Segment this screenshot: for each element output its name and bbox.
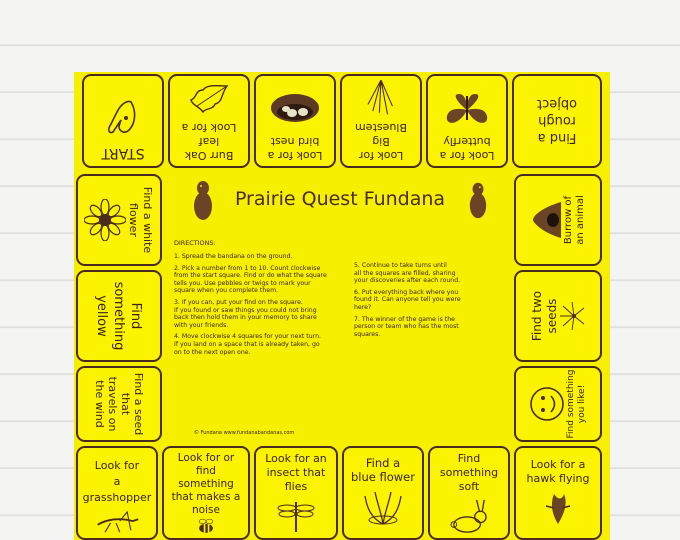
square-noise[interactable] [162, 446, 250, 540]
square-sublabel: Look for a [181, 121, 237, 134]
direction-step: 3. If you can, put your find on the square. If you found or saw things you could not bring back then hold them in your memory to share with your friends. [174, 298, 317, 329]
square-label: Burrow of an animal [563, 195, 586, 245]
seed-icon [560, 296, 586, 336]
square-label: Find a white flower [127, 186, 154, 254]
grasshopper-icon [90, 510, 144, 534]
square-hawk[interactable] [514, 446, 602, 540]
square-label: Find something yellow [94, 281, 144, 351]
direction-step: 6. Put everything back where you found it. Can anyone tell you were here? [354, 288, 461, 311]
square-label: Look for an insect that flies [265, 452, 327, 493]
square-label: Find two seeds [530, 290, 559, 342]
square-burrow[interactable] [514, 174, 602, 266]
square-white-flower[interactable] [76, 174, 162, 266]
directions-heading: DIRECTIONS: [174, 239, 216, 247]
butterfly-icon [443, 90, 491, 130]
sunflower-icon [84, 199, 126, 241]
directions-right [354, 262, 504, 342]
bee-icon [188, 518, 224, 534]
square-label: Look for a bird nest [267, 135, 323, 162]
square-grasshopper[interactable] [76, 446, 158, 540]
square-label: START [101, 145, 145, 161]
square-label: Find a seed that travels on the wind [93, 372, 145, 436]
square-label: Find something you like! [566, 369, 587, 439]
smiley-icon [528, 385, 566, 423]
square-big-bluestem[interactable] [340, 74, 422, 168]
square-label: Burr Oak leaf [184, 135, 234, 162]
square-label: Find a rough object [536, 96, 578, 146]
direction-step: 7. The winner of the game is the person or team who has the most squares. [354, 315, 459, 338]
flower-icon [361, 488, 405, 526]
square-rough-object[interactable] [512, 74, 602, 168]
square-something-you-like[interactable] [514, 366, 602, 442]
directions-left [174, 253, 334, 360]
direction-step: 1. Spread the bandana on the ground. [174, 253, 293, 260]
square-start[interactable] [82, 74, 164, 168]
square-label: Look for a hawk flying [526, 458, 590, 485]
square-something-soft[interactable] [428, 446, 510, 540]
square-yellow[interactable] [76, 270, 162, 362]
glove-icon [103, 98, 143, 142]
bird-nest-icon [268, 90, 322, 130]
direction-step: 4. Move clockwise 4 squares for your next turn. If you land on a space that is already taken, go on to the next open one. [174, 333, 321, 356]
hawk-icon [540, 490, 576, 526]
rabbit-icon [447, 498, 491, 534]
direction-step: 2. Pick a number from 1 to 10. Count clockwise from the start square. Find or do what the square tells you. Use pebbles or twigs to mark your square when you complete them. [174, 264, 327, 295]
dragonfly-icon [276, 498, 316, 534]
grass-icon [361, 80, 401, 116]
square-label: Look for a grasshopper [82, 459, 152, 504]
game-board [74, 72, 610, 540]
directions-panel [170, 172, 510, 444]
square-flying-insect[interactable] [254, 446, 338, 540]
oak-leaf-icon [187, 80, 231, 116]
square-butterfly[interactable] [426, 74, 508, 168]
square-wind-seed[interactable] [76, 366, 162, 442]
square-label: Find a blue flower [350, 456, 415, 484]
square-oak-leaf[interactable] [168, 74, 250, 168]
direction-step: 5. Continue to take turns until all the squares are filled, sharing your discoveries after each round. [354, 262, 461, 285]
burrow-icon [529, 200, 563, 240]
footer-credit: © Fundana www.fundanabandanas.com [194, 430, 295, 436]
square-label: Look for Big Bluestem [355, 121, 407, 162]
square-blue-flower[interactable] [342, 446, 424, 540]
square-bird-nest[interactable] [254, 74, 336, 168]
page-title: Prairie Quest Fundana [234, 188, 446, 210]
square-label: Find something soft [439, 452, 499, 493]
square-label: Look for or find something that makes a noise [171, 452, 241, 516]
square-two-seeds[interactable] [514, 270, 602, 362]
square-label: Look for a butterfly [439, 135, 495, 162]
